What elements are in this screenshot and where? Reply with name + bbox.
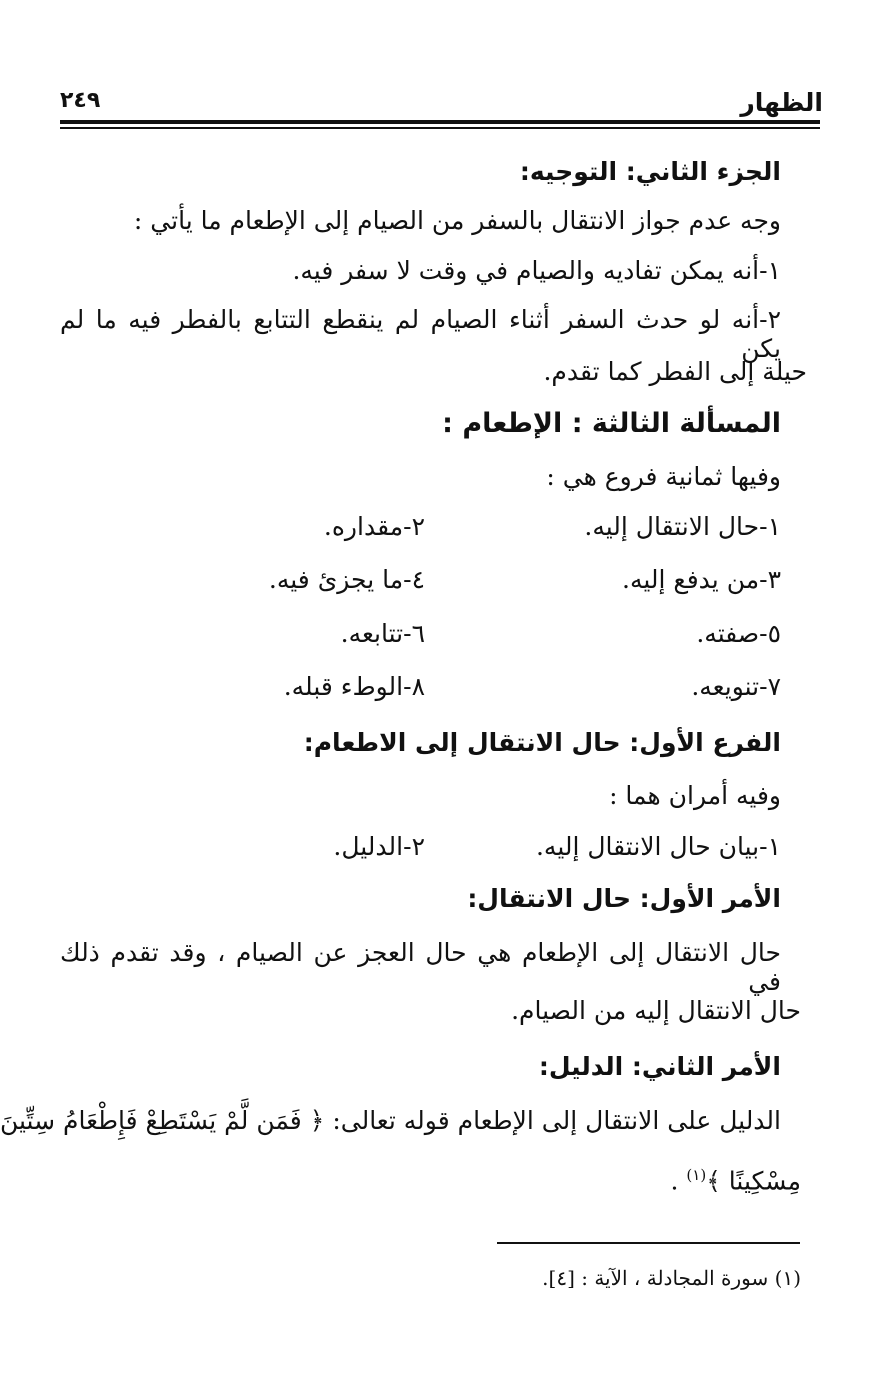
list-item: ٢-الدليل. bbox=[333, 832, 425, 861]
branch-list-item: ٨-الوطء قبله. bbox=[283, 672, 425, 701]
list-item: ١-بيان حال الانتقال إليه. bbox=[535, 832, 781, 861]
footnote-text: (١) سورة المجادلة ، الآية : [٤]. bbox=[542, 1266, 801, 1290]
chapter-title: الظهار bbox=[740, 88, 823, 117]
paragraph-line bbox=[671, 1166, 802, 1195]
sentence-end: . bbox=[670, 1166, 679, 1196]
paragraph-line: وفيها ثمانية فروع هي : bbox=[546, 462, 781, 491]
matter-heading: الأمر الثاني: الدليل: bbox=[538, 1052, 781, 1081]
paragraph-line: ٢-أنه لو حدث السفر أثناء الصيام لم ينقطع التتابع بالفطر فيه ما لم يكن bbox=[60, 305, 781, 363]
branch-list-item: ٥-صفته. bbox=[696, 619, 781, 648]
paragraph-line bbox=[0, 1106, 781, 1135]
quran-verse: مِسْكِينًا ﴾ bbox=[706, 1166, 801, 1196]
verse-intro: الدليل على الانتقال إلى الإطعام قوله تعالى: bbox=[332, 1106, 781, 1135]
issue-heading: المسألة الثالثة : الإطعام : bbox=[442, 408, 781, 439]
branch-list-item: ٦-تتابعه. bbox=[340, 619, 425, 648]
page-number: ٢٤٩ bbox=[60, 88, 101, 113]
header-rule-thick bbox=[60, 120, 820, 124]
matter-heading: الأمر الأول: حال الانتقال: bbox=[467, 884, 781, 913]
footnote-separator bbox=[497, 1242, 800, 1244]
header-rule-thin bbox=[60, 127, 820, 129]
paragraph-line: وجه عدم جواز الانتقال بالسفر من الصيام إلى الإطعام ما يأتي : bbox=[133, 206, 781, 235]
footnote-marker: (١) bbox=[686, 1166, 707, 1184]
branch-list-item: ٤-ما يجزئ فيه. bbox=[268, 565, 425, 594]
paragraph-line: حال الانتقال إليه من الصيام. bbox=[511, 996, 801, 1025]
paragraph-line: وفيه أمران هما : bbox=[609, 781, 781, 810]
quran-verse: ﴿ فَمَن لَّمْ يَسْتَطِعْ فَإِطْعَامُ سِتِّينَ bbox=[0, 1106, 325, 1135]
branch-heading: الفرع الأول: حال الانتقال إلى الاطعام: bbox=[303, 728, 781, 757]
branch-list-item: ٣-من يدفع إليه. bbox=[622, 565, 781, 594]
branch-list-item: ٢-مقداره. bbox=[323, 512, 425, 541]
branch-list-item: ٧-تنويعه. bbox=[691, 672, 781, 701]
paragraph-line: حيلة إلى الفطر كما تقدم. bbox=[543, 357, 807, 386]
paragraph-line: حال الانتقال إلى الإطعام هي حال العجز عن الصيام ، وقد تقدم ذلك في bbox=[60, 938, 781, 996]
branch-list-item: ١-حال الانتقال إليه. bbox=[584, 512, 781, 541]
section-heading: الجزء الثاني: التوجيه: bbox=[519, 157, 781, 186]
list-item: ١-أنه يمكن تفاديه والصيام في وقت لا سفر فيه. bbox=[292, 256, 781, 285]
